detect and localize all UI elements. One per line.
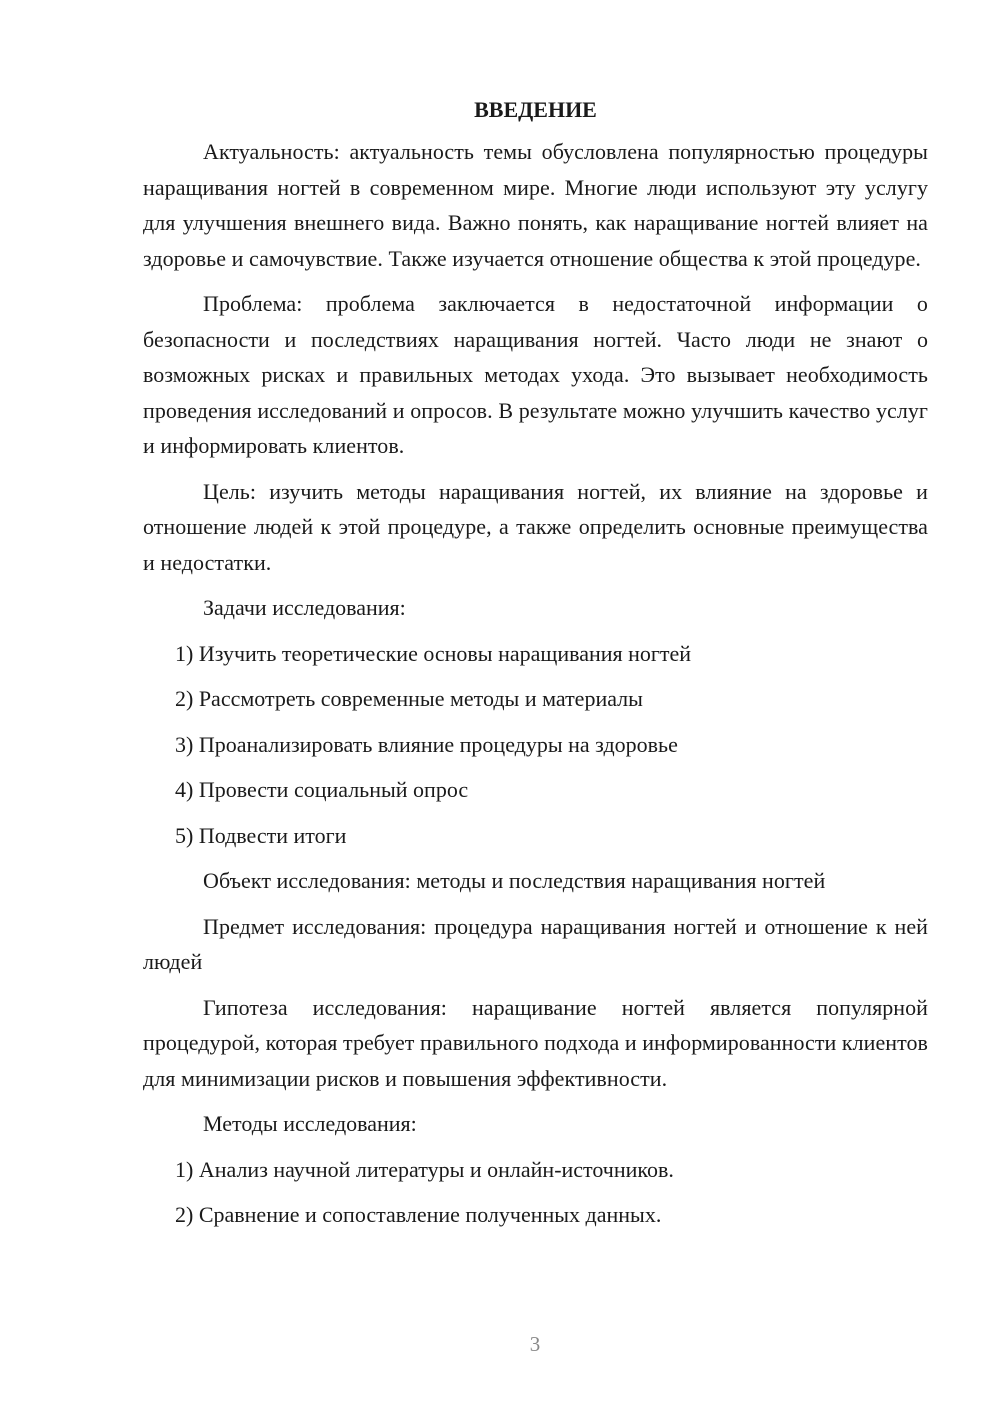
section-title: ВВЕДЕНИЕ [474, 97, 597, 122]
task-item-1: 1) Изучить теоретические основы наращивания ногтей [175, 640, 692, 666]
task-item-3: 3) Проанализировать влияние процедуры на здоровье [175, 731, 678, 757]
paragraph-hypothesis: Гипотеза исследования: наращивание ногтей является популярной процедурой, которая требует правильного подхода и информированности клиентов для минимизации рисков и повышения эффективности. [143, 994, 928, 1091]
paragraph-subject: Предмет исследования: процедура наращивания ногтей и отношение к ней людей [143, 913, 928, 974]
paragraph-problem: Проблема: проблема заключается в недостаточной информации о безопасности и последствиях наращивания ногтей. Часто люди не знают о возможных рисках и правильных методах ухода. Это вызывает необходимость проведения исследований и опросов. В результате можно улучшить качество услуг и информировать клиентов. [143, 291, 928, 458]
paragraph-object: Объект исследования: методы и последствия наращивания ногтей [203, 868, 826, 893]
document-page [143, 92, 928, 1243]
task-item-2: 2) Рассмотреть современные методы и материалы [175, 686, 643, 711]
paragraph-relevance: Актуальность: актуальность темы обусловлена популярностью процедуры наращивания ногтей в современном мире. Многие люди используют эту услугу для улучшения внешнего вида. Важно понять, как наращивание ногтей влияет на здоровье и самочувствие. Также изучается отношение общества к этой процедуре. [143, 139, 928, 271]
method-item-1: 1) Анализ научной литературы и онлайн-источников. [175, 1156, 674, 1182]
task-item-5: 5) Подвести итоги [175, 822, 347, 848]
task-item-4: 4) Провести социальный опрос [175, 777, 469, 802]
method-item-2: 2) Сравнение и сопоставление полученных данных. [175, 1202, 662, 1227]
methods-list [143, 1152, 928, 1233]
tasks-heading: Задачи исследования: [203, 595, 406, 620]
tasks-list [143, 636, 928, 854]
page-number: 3 [529, 1332, 541, 1356]
methods-heading: Методы исследования: [203, 1111, 417, 1136]
paragraph-goal: Цель: изучить методы наращивания ногтей, их влияние на здоровье и отношение людей к этой процедуре, а также определить основные преимущества и недостатки. [143, 478, 928, 575]
